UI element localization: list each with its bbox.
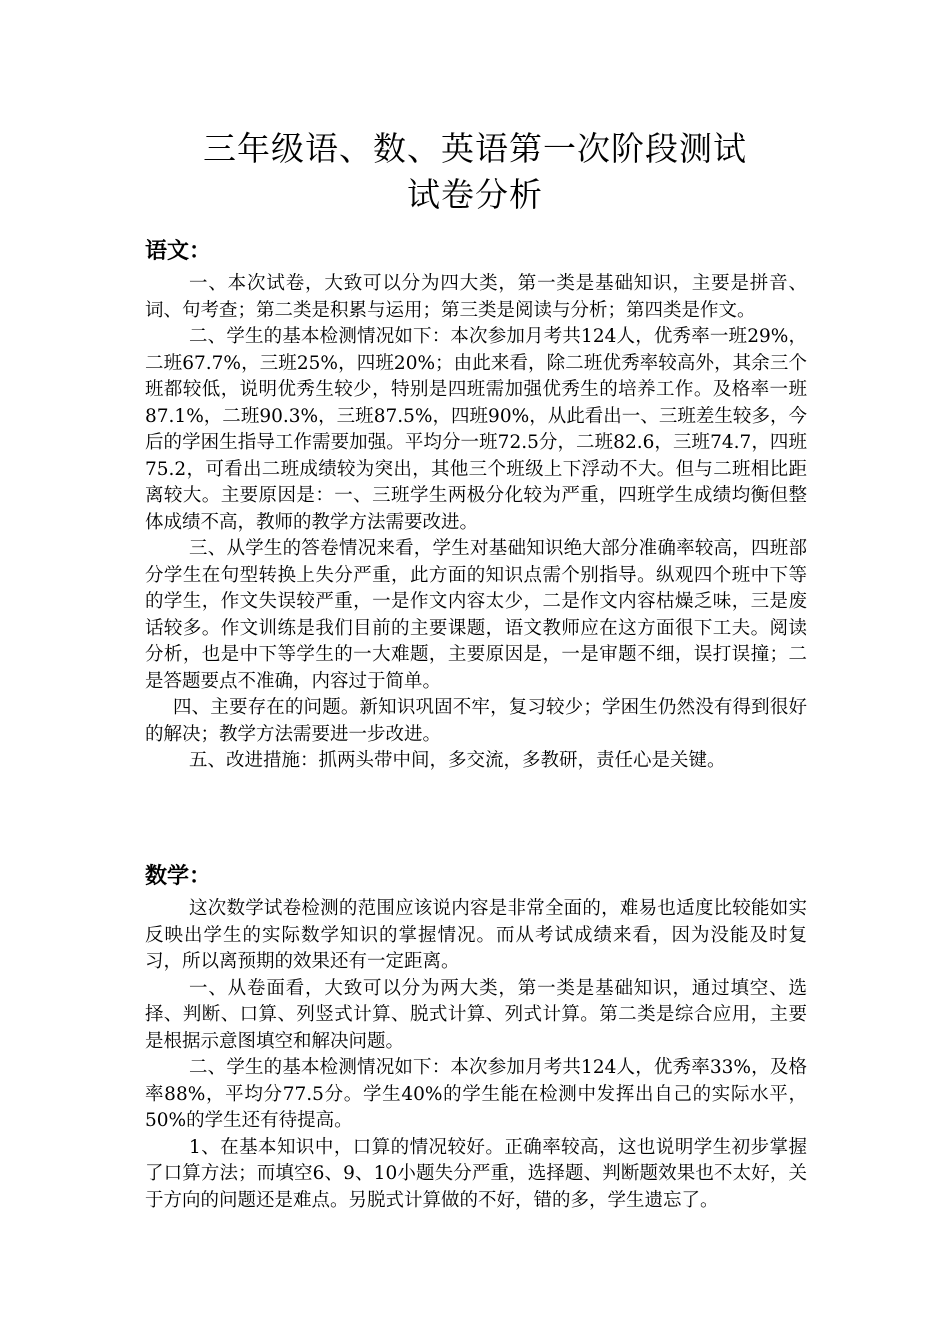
document-title (0, 126, 950, 218)
title-line-1: 三年级语、数、英语第一次阶段测试 (203, 129, 747, 168)
chinese-paragraph-2: 二、学生的基本检测情况如下：本次参加月考共124人，优秀率一班29%，二班67.7%，三班25%，四班20%；由此来看，除二班优秀率较高外，其余三个班都较低，说明优秀生较少，特别是四班需加强优秀生的培养工作。及格率一班87.1%，二班90.3%，三班87.5%，四班90%，从此看出一、三班差生较多，今后的学困生指导工作需要加强。平均分一班72.5分，二班82.6，三班74.7，四班75.2，可看出二班成绩较为突出，其他三个班级上下浮动不大。但与二班相比距离较大。主要原因是：一、三班学生两极分化较为严重，四班学生成绩均衡但整体成绩不高，教师的教学方法需要改进。 (145, 326, 807, 533)
math-paragraph-3: 二、学生的基本检测情况如下：本次参加月考共124人，优秀率33%，及格率88%，平均分77.5分。学生40%的学生能在检测中发挥出自己的实际水平，50%的学生还有待提高。 (145, 1057, 807, 1131)
math-paragraph-4: 1、在基本知识中，口算的情况较好。正确率较高，这也说明学生初步掌握了口算方法；而填空6、9、10小题失分严重，选择题、判断题效果也不太好，关于方向的问题还是难点。另脱式计算做的不好，错的多，学生遗忘了。 (145, 1136, 807, 1211)
math-section-heading: 数学： (145, 863, 212, 889)
chinese-paragraph-4: 四、主要存在的问题。新知识巩固不牢，复习较少；学困生仍然没有得到很好的解决；教学方法需要进一步改进。 (145, 697, 807, 745)
title-line-2: 试卷分析 (407, 175, 543, 214)
math-paragraph-1: 这次数学试卷检测的范围应该说内容是非常全面的，难易也适度比较能如实反映出学生的实际数学知识的掌握情况。而从考试成绩来看，因为没能及时复习，所以离预期的效果还有一定距离。 (145, 898, 807, 972)
chinese-paragraph-1: 一、本次试卷，大致可以分为四大类，第一类是基础知识，主要是拼音、词、句考查；第二类是积累与运用；第三类是阅读与分析；第四类是作文。 (145, 273, 807, 321)
chinese-paragraph-5: 五、改进措施：抓两头带中间，多交流，多教研，责任心是关键。 (189, 750, 726, 771)
math-section-body (145, 896, 807, 1214)
math-paragraph-2: 一、从卷面看，大致可以分为两大类，第一类是基础知识，通过填空、选择、判断、口算、列竖式计算、脱式计算、列式计算。第二类是综合应用，主要是根据示意图填空和解决问题。 (145, 977, 807, 1052)
chinese-section-body (145, 271, 807, 775)
chinese-section-heading: 语文： (145, 238, 212, 264)
chinese-paragraph-3: 三、从学生的答卷情况来看，学生对基础知识绝大部分准确率较高，四班部分学生在句型转换上失分严重，此方面的知识点需个别指导。纵观四个班中下等的学生，作文失误较严重，一是作文内容太少，二是作文内容枯燥乏味，三是废话较多。作文训练是我们目前的主要课题，语文教师应在这方面很下工夫。阅读分析，也是中下等学生的一大难题，主要原因是，一是审题不细，误打误撞；二是答题要点不准确，内容过于简单。 (145, 538, 807, 692)
